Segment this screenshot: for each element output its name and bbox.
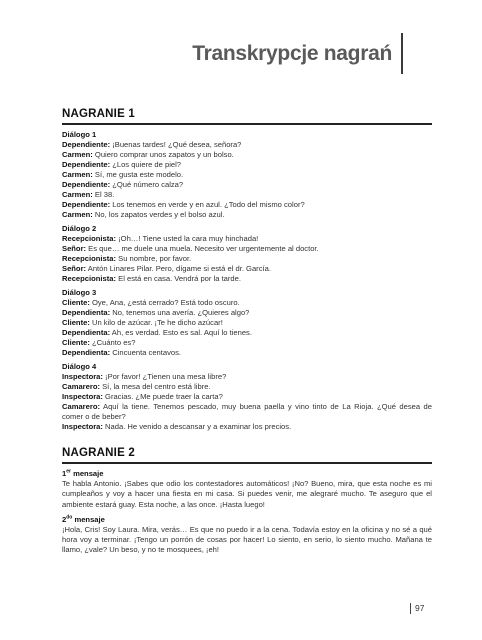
dialogs-list [62, 130, 432, 432]
dialog-line [62, 318, 432, 328]
dialog-title: Diálogo 4 [62, 362, 97, 371]
dialog-block [62, 362, 432, 432]
messages-list [62, 469, 432, 556]
speaker-name: Carmen: [62, 190, 93, 199]
section-title: NAGRANIE 1 [62, 108, 135, 120]
page-number-value: 97 [415, 603, 425, 613]
dialog-line [62, 372, 432, 382]
dialog-line [62, 200, 432, 210]
speaker-name: Dependiente: [62, 200, 111, 209]
line-text: Es que… me duele una muela. Necesito ver urgentemente al doctor. [86, 244, 319, 253]
section-nagranie-2 [62, 447, 432, 556]
dialog-line [62, 170, 432, 180]
message-ordinal: do [66, 514, 73, 521]
line-text: Los tenemos en verde y en azul. ¿Todo del mismo color? [110, 200, 305, 209]
section-nagranie-1 [62, 108, 432, 432]
speaker-name: Inspectora: [62, 392, 103, 401]
dialog-line [62, 244, 432, 254]
dialog-block [62, 130, 432, 220]
line-text: Ah, es verdad. Esto es sal. Aquí lo tienes. [110, 328, 252, 337]
line-text: El 38. [92, 190, 115, 199]
message-ordinal: er [66, 468, 71, 475]
speaker-name: Carmen: [62, 150, 93, 159]
line-text: El está en casa. Vendrá por la tarde. [116, 274, 241, 283]
dialog-line [62, 422, 432, 432]
line-text: No, los zapatos verdes y el bolso azul. [92, 210, 225, 219]
dialog-line [62, 180, 432, 190]
line-text: ¡Por favor! ¿Tienen una mesa libre? [102, 372, 227, 381]
line-text: Gracias. ¿Me puede traer la carta? [102, 392, 223, 401]
message-number: 2 [62, 514, 67, 524]
message-title [62, 469, 432, 479]
speaker-name: Dependienta: [62, 328, 111, 337]
line-text: ¡Oh…! Tiene usted la cara muy hinchada! [116, 234, 259, 243]
line-text: Sí, la mesa del centro está libre. [99, 382, 211, 391]
dialog-line [62, 382, 432, 392]
line-text: ¿Los quiere de piel? [110, 160, 182, 169]
line-text: Quiero comprar unos zapatos y un bolso. [92, 150, 234, 159]
speaker-name: Inspectora: [62, 372, 103, 381]
line-text: Aquí la tiene. Tenemos pescado, muy buena paella y vino tinto de La Rioja. ¿Qué desea de comer o de beber? [62, 402, 432, 421]
line-text: ¡Buenas tardes! ¿Qué desea, señora? [110, 140, 242, 149]
dialog-title: Diálogo 2 [62, 224, 97, 233]
section-title: NAGRANIE 2 [62, 447, 135, 459]
line-text: Oye, Ana, ¿está cerrado? Está todo oscuro. [89, 298, 240, 307]
speaker-name: Cliente: [62, 338, 90, 347]
line-text: Cincuenta centavos. [110, 348, 182, 357]
message-text: Te habla Antonio. ¡Sabes que odio los contestadores automáticos! ¡No? Bueno, mira, que esta noche es mi cumpleaños y voy a hacer una fiesta en mi casa. Si puedes venir, me alegraré mucho. Te aseguro que el ambiente estará guay. Esta noche, a las once. ¡Hasta luego! [62, 479, 432, 509]
speaker-name: Carmen: [62, 210, 93, 219]
speaker-name: Recepcionista: [62, 234, 117, 243]
line-text: Un kilo de azúcar. ¡Te he dicho azúcar! [89, 318, 223, 327]
message-block [62, 469, 432, 510]
line-text: Antón Linares Pilar. Pero, dígame si está el dr. García. [86, 264, 271, 273]
line-text: Sí, me gusta este modelo. [92, 170, 184, 179]
speaker-name: Recepcionista: [62, 274, 117, 283]
dialog-line [62, 348, 432, 358]
dialog-line [62, 264, 432, 274]
dialog-line [62, 150, 432, 160]
dialog-line [62, 190, 432, 200]
message-label: mensaje [70, 469, 104, 478]
dialog-title: Diálogo 1 [62, 130, 97, 139]
speaker-name: Dependiente: [62, 180, 111, 189]
dialog-line [62, 392, 432, 402]
dialog-line [62, 274, 432, 284]
transcript-content [62, 108, 432, 556]
line-text: Nada. He venido a descansar y a examinar los precios. [102, 422, 292, 431]
speaker-name: Cliente: [62, 318, 90, 327]
line-text: ¿Cuánto es? [89, 338, 136, 347]
speaker-name: Cliente: [62, 298, 90, 307]
message-title [62, 515, 432, 525]
dialog-line [62, 338, 432, 348]
dialog-line [62, 140, 432, 150]
message-block [62, 515, 432, 556]
title-divider [401, 33, 403, 74]
dialog-line [62, 298, 432, 308]
page-number-divider [410, 603, 411, 614]
page-number [410, 603, 424, 614]
dialog-block [62, 288, 432, 358]
line-text: ¿Qué número calza? [110, 180, 184, 189]
section-rule [62, 123, 432, 125]
message-text: ¡Hola, Cris! Soy Laura. Mira, verás… Es que no puedo ir a la cena. Todavía estoy en la oficina y no sé a qué hora voy a terminar. ¡Tengo un porrón de cosas por hacer! Lo siento, en serio, lo siento mucho. Mañana te llamo, ¿vale? Un beso, y no te mosquees, ¡eh! [62, 524, 432, 555]
dialog-block [62, 224, 432, 284]
speaker-name: Dependiente: [62, 160, 111, 169]
speaker-name: Camarero: [62, 382, 100, 391]
line-text: Su nombre, por favor. [116, 254, 192, 263]
speaker-name: Recepcionista: [62, 254, 117, 263]
speaker-name: Carmen: [62, 170, 93, 179]
speaker-name: Dependiente: [62, 140, 111, 149]
dialog-line [62, 210, 432, 220]
dialog-line [62, 308, 432, 318]
message-label: mensaje [72, 514, 105, 524]
dialog-line [62, 402, 432, 422]
speaker-name: Inspectora: [62, 422, 103, 431]
dialog-line [62, 254, 432, 264]
dialog-line [62, 160, 432, 170]
message-number: 1 [62, 469, 67, 478]
speaker-name: Dependienta: [62, 308, 111, 317]
page-title: Transkrypcje nagrań [192, 42, 392, 65]
section-rule [62, 462, 432, 464]
speaker-name: Señor: [62, 244, 87, 253]
speaker-name: Señor: [62, 264, 87, 273]
dialog-line [62, 328, 432, 338]
dialog-title: Diálogo 3 [62, 288, 97, 297]
speaker-name: Dependienta: [62, 348, 111, 357]
speaker-name: Camarero: [62, 402, 100, 411]
dialog-line [62, 234, 432, 244]
line-text: No, tenemos una avería. ¿Quieres algo? [110, 308, 250, 317]
